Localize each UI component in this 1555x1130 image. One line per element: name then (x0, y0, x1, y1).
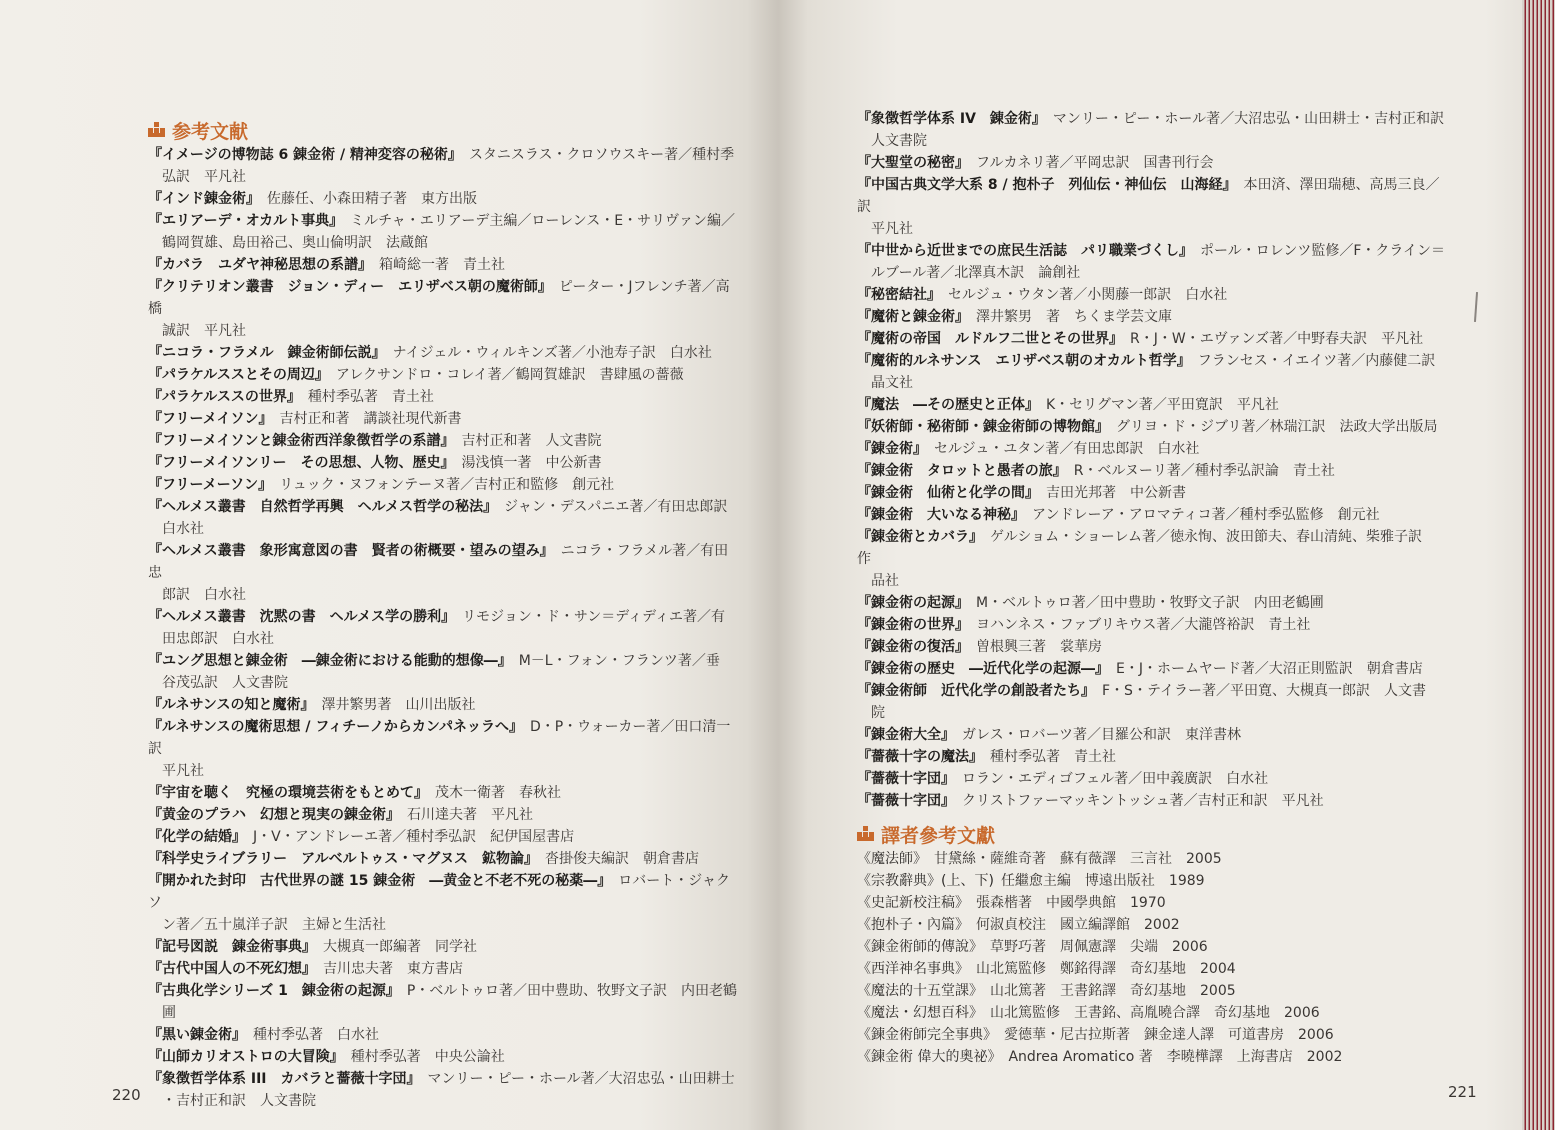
reference-title: 『クリテリオン叢書 ジョン・ディー エリザベス朝の魔術師』 (148, 279, 552, 295)
reference-detail: D・P・ウォーカー著／田口清一訳 (148, 719, 731, 757)
reference-entry (857, 768, 1447, 790)
translator-references-section (857, 820, 1447, 1068)
reference-title: 『化学の結婚』 (148, 829, 246, 845)
reference-entry (148, 188, 738, 210)
reference-entry (148, 782, 738, 804)
reference-title: 『中世から近世までの庶民生活誌 パリ職業づくし』 (857, 243, 1193, 259)
reference-detail: ジャン・デスパニエ著／有田忠郎訳 (504, 499, 728, 515)
reference-detail: 大槻真一郎編著 同学社 (323, 939, 477, 955)
reference-title: 『魔法 ―その歴史と正体』 (857, 397, 1039, 413)
reference-entry (857, 680, 1447, 724)
reference-title: 『中国古典文学大系 8 / 抱朴子 列仙伝・神仙伝 山海経』 (857, 177, 1237, 193)
reference-title: 『錬金術 仙術と化学の間』 (857, 485, 1039, 501)
reference-entry (857, 504, 1447, 526)
reference-detail: 種村季弘著 白水社 (253, 1027, 379, 1043)
reference-entry (857, 790, 1447, 812)
reference-detail: ミルチャ・エリアーデ主編／ローレンス・E・サリヴァン編／ (350, 213, 735, 229)
reference-detail: 吉田光邦著 中公新書 (1046, 485, 1186, 501)
reference-title: 『フリーメイソン』 (148, 411, 273, 427)
reference-detail: ナイジェル・ウィルキンズ著／小池寿子訳 白水社 (392, 345, 712, 361)
reference-detail: 山北篤著 王書銘譯 奇幻基地 2005 (990, 983, 1236, 999)
reference-title: 『ヘルメス叢書 沈黙の書 ヘルメス学の勝利』 (148, 609, 456, 625)
reference-continuation: 鶴岡賀雄、島田裕己、奥山倫明訳 法蔵館 (162, 235, 428, 251)
reference-continuation: 弘訳 平凡社 (162, 169, 246, 185)
reference-detail: セルジュ・ユタン著／有田忠郎訳 白水社 (934, 441, 1200, 457)
reference-title: 『開かれた封印 古代世界の謎 15 錬金術 ―黄金と不老不死の秘薬―』 (148, 873, 612, 889)
reference-detail: 箱崎総一著 青土社 (379, 257, 505, 273)
reference-continuation: 品社 (871, 573, 899, 589)
reference-entry (857, 482, 1447, 504)
reference-title: 『錬金術 大いなる神秘』 (857, 507, 1025, 523)
stepped-squares-icon (857, 826, 875, 842)
reference-title: 『錬金術』 (857, 441, 927, 457)
reference-title: 『薔薇十字の魔法』 (857, 749, 983, 765)
reference-entry (857, 936, 1447, 958)
reference-title: 『インド錬金術』 (148, 191, 260, 207)
reference-entry (148, 958, 738, 980)
reference-detail: 沓掛俊夫編訳 朝倉書店 (544, 851, 699, 867)
reference-title: 『錬金術の世界』 (857, 617, 969, 633)
reference-entry (857, 526, 1447, 592)
page-number-left: 220 (112, 1086, 141, 1104)
reference-title: 『大聖堂の秘密』 (857, 155, 969, 171)
reference-entry (148, 804, 738, 826)
reference-detail: M－L・フォン・フランツ著／垂 (518, 653, 720, 669)
reference-detail: 澤井繁男 著 ちくま学芸文庫 (976, 309, 1172, 325)
reference-continuation: 圃 (162, 1005, 176, 1021)
reference-detail: 山北篤監修 鄭銘得譯 奇幻基地 2004 (976, 961, 1236, 977)
reference-detail: 山北篤監修 王書銘、高胤曉合譯 奇幻基地 2006 (990, 1005, 1320, 1021)
reference-title: 『錬金術師 近代化学の創設者たち』 (857, 683, 1095, 699)
reference-entry (857, 848, 1447, 870)
reference-entry (148, 826, 738, 848)
reference-detail: 吉村正和著 講談社現代新書 (279, 411, 462, 427)
reference-detail: R・ベルヌーリ著／種村季弘訳論 青土社 (1073, 463, 1335, 479)
reference-entry (857, 416, 1447, 438)
reference-title: 《抱朴子・內篇》 (857, 917, 969, 933)
reference-detail: 石川達夫著 平凡社 (407, 807, 533, 823)
reference-title: 『エリアーデ・オカルト事典』 (148, 213, 344, 229)
reference-title: 『魔術と錬金術』 (857, 309, 969, 325)
reference-title: 『薔薇十字団』 (857, 771, 955, 787)
reference-continuation: 晶文社 (871, 375, 913, 391)
reference-title: 『科学史ライブラリー アルベルトゥス・マグヌス 鉱物論』 (148, 851, 538, 867)
reference-detail: マンリー・ピー・ホール著／大沼忠弘・山田耕士・吉村正和訳 (1052, 111, 1445, 127)
reference-title: 『ルネサンスの魔術思想 / フィチーノからカンパネッラへ』 (148, 719, 523, 735)
reference-entry (857, 980, 1447, 1002)
reference-detail: 本田済、澤田瑞穂、高馬三良／訳 (857, 177, 1440, 215)
reference-entry (148, 408, 738, 430)
reference-entry (857, 1024, 1447, 1046)
reference-title: 『黒い錬金術』 (148, 1027, 246, 1043)
reference-title: 『イメージの博物誌 6 錬金術 / 精神変容の秘術』 (148, 147, 462, 163)
reference-continuation: ン著／五十嵐洋子訳 主婦と生活社 (162, 917, 386, 933)
reference-detail: ニコラ・フラメル著／有田忠 (148, 543, 729, 581)
reference-detail: 澤井繁男著 山川出版社 (321, 697, 476, 713)
reference-entry (148, 1046, 738, 1068)
reference-detail: 佐藤任、小森田精子著 東方出版 (267, 191, 477, 207)
reference-detail: 種村季弘著 青土社 (990, 749, 1116, 765)
reference-continuation: 郎訳 白水社 (162, 587, 246, 603)
reference-entry (857, 592, 1447, 614)
reference-entry (857, 1046, 1447, 1068)
reference-entry (148, 386, 738, 408)
reference-continuation: 白水社 (162, 521, 204, 537)
reference-detail: 茂木一衛著 春秋社 (435, 785, 561, 801)
reference-title: 『錬金術とカバラ』 (857, 529, 983, 545)
reference-entry (148, 540, 738, 606)
reference-title: 『ヘルメス叢書 象形寓意図の書 賢者の術概要・望みの望み』 (148, 543, 554, 559)
reference-title: 『ニコラ・フラメル 錬金術師伝説』 (148, 345, 386, 361)
reference-detail: M・ベルトゥロ著／田中豊助・牧野文子訳 内田老鶴圃 (976, 595, 1324, 611)
reference-title: 『古代中国人の不死幻想』 (148, 961, 316, 977)
reference-detail: ポール・ロレンツ監修／F・クライン＝ (1200, 243, 1446, 259)
reference-title: 《魔法的十五堂課》 (857, 983, 983, 999)
reference-entry (857, 636, 1447, 658)
reference-detail: スタニスラス・クロソウスキー著／種村季 (468, 147, 735, 163)
reference-entry (857, 350, 1447, 394)
reference-entry (148, 276, 738, 342)
reference-entry (148, 144, 738, 188)
reference-detail: クリストファーマッキントッシュ著／吉村正和訳 平凡社 (962, 793, 1324, 809)
reference-entry (148, 694, 738, 716)
reference-entry (857, 240, 1447, 284)
reference-entry (857, 958, 1447, 980)
reference-continuation: 谷茂弘訳 人文書院 (162, 675, 288, 691)
reference-title: 『錬金術の起源』 (857, 595, 969, 611)
translator-reference-list (857, 848, 1447, 1068)
reference-entry (857, 108, 1447, 152)
reference-entry (857, 152, 1447, 174)
stepped-squares-icon (148, 122, 166, 138)
reference-detail: ロラン・エディゴフェル著／田中義廣訳 白水社 (962, 771, 1269, 787)
reference-detail: E・J・ホームヤード著／大沼正則監訳 朝倉書店 (1116, 661, 1423, 677)
page-number-right: 221 (1448, 1083, 1477, 1101)
reference-detail: アレクサンドロ・コレイ著／鶴岡賀雄訳 書肆風の薔薇 (335, 367, 684, 383)
reference-list-right (857, 108, 1447, 812)
reference-entry (857, 746, 1447, 768)
reference-detail: 吉村正和著 人文書院 (461, 433, 602, 449)
reference-entry (148, 936, 738, 958)
reference-detail: グリヨ・ド・ジブリ著／林瑞江訳 法政大学出版局 (1116, 419, 1438, 435)
reference-title: 『フリーメイソンと錬金術西洋象徴哲学の系譜』 (148, 433, 455, 449)
reference-title: 『ルネサンスの知と魔術』 (148, 697, 315, 713)
reference-title: 《宗教辭典》(上、下) (857, 873, 994, 889)
reference-title: 《魔法・幻想百科》 (857, 1005, 983, 1021)
reference-title: 『ユング思想と錬金術 ―錬金術における能動的想像―』 (148, 653, 512, 669)
reference-title: 『薔薇十字団』 (857, 793, 955, 809)
reference-detail: Andrea Aromatico 著 李曉樺譯 上海書店 2002 (1008, 1049, 1343, 1065)
reference-detail: リュック・ヌフォンテーヌ著／吉村正和監修 創元社 (279, 477, 615, 493)
reference-entry (148, 870, 738, 936)
reference-continuation: 誠訳 平凡社 (162, 323, 246, 339)
reference-entry (857, 658, 1447, 680)
reference-continuation: ・吉村正和訳 人文書院 (162, 1093, 316, 1109)
reference-entry (857, 284, 1447, 306)
reference-title: 『錬金術大全』 (857, 727, 955, 743)
reference-detail: F・S・テイラー著／平田寛、大槻真一郎訳 人文書 (1102, 683, 1426, 699)
reference-detail: 曽根興三著 裳華房 (976, 639, 1102, 655)
reference-title: 『フリーメイソンリー その思想、人物、歴史』 (148, 455, 455, 471)
reference-detail: 湯浅慎一著 中公新書 (461, 455, 602, 471)
reference-detail: アンドレーア・アロマティコ著／種村季弘監修 創元社 (1032, 507, 1380, 523)
reference-detail: フランセス・イエイツ著／内藤健二訳 (1197, 353, 1436, 369)
reference-title: 『妖術師・秘術師・錬金術師の博物館』 (857, 419, 1109, 435)
reference-detail: 吉川忠夫著 東方書店 (323, 961, 463, 977)
reference-detail: 甘黛絲・薩維奇著 蘇有薇譯 三言社 2005 (934, 851, 1222, 867)
reference-detail: ガレス・ロバーツ著／目羅公和訳 東洋書林 (962, 727, 1242, 743)
page-edges (1522, 0, 1555, 1130)
reference-title: 『象徴哲学体系 III カバラと薔薇十字団』 (148, 1071, 421, 1087)
reference-title: 《鍊金術 偉大的奧祕》 (857, 1049, 1002, 1065)
reference-entry (148, 254, 738, 276)
reference-entry (148, 430, 738, 452)
reference-entry (857, 306, 1447, 328)
reference-entry (148, 364, 738, 386)
reference-detail: K・セリグマン著／平田寛訳 平凡社 (1046, 397, 1279, 413)
reference-detail: リモジョン・ド・サン＝ディディエ著／有 (462, 609, 725, 625)
reference-entry (148, 474, 738, 496)
reference-continuation: 田忠郎訳 白水社 (162, 631, 274, 647)
reference-detail: フルカネリ著／平岡忠訳 国書刊行会 (976, 155, 1214, 171)
reference-title: 『記号図説 錬金術事典』 (148, 939, 316, 955)
reference-entry (148, 848, 738, 870)
right-column (857, 108, 1447, 1068)
reference-entry (857, 174, 1447, 240)
reference-title: 《西洋神名事典》 (857, 961, 969, 977)
reference-entry (857, 438, 1447, 460)
reference-title: 『錬金術の復活』 (857, 639, 969, 655)
translator-references-heading (857, 820, 1447, 848)
reference-entry (857, 724, 1447, 746)
reference-title: 『フリーメーソン』 (148, 477, 273, 493)
reference-entry (148, 980, 738, 1024)
reference-title: 『錬金術 タロットと愚者の旅』 (857, 463, 1067, 479)
reference-title: 《鍊金術師的傳說》 (857, 939, 983, 955)
reference-entry (148, 716, 738, 782)
reference-entry (857, 460, 1447, 482)
reference-list-left (148, 144, 738, 1112)
reference-entry (857, 914, 1447, 936)
reference-entry (148, 210, 738, 254)
reference-detail: ピーター・Jフレンチ著／高橋 (148, 279, 730, 317)
reference-title: 『古典化学シリーズ 1 錬金術の起源』 (148, 983, 400, 999)
reference-continuation: 人文書院 (871, 133, 927, 149)
reference-entry (857, 394, 1447, 416)
reference-entry (148, 1068, 738, 1112)
reference-title: 『パラケルススの世界』 (148, 389, 301, 405)
reference-title: 『錬金術の歴史 ―近代化学の起源―』 (857, 661, 1109, 677)
reference-detail: J・V・アンドレーエ著／種村季弘訳 紀伊国屋書店 (253, 829, 575, 845)
reference-title: 《鍊金術師完全事典》 (857, 1027, 997, 1043)
reference-continuation: ルブール著／北澤真木訳 論創社 (871, 265, 1081, 281)
reference-detail: ヨハンネス・ファブリキウス著／大瀧啓裕訳 青土社 (976, 617, 1311, 633)
reference-continuation: 院 (871, 705, 885, 721)
translator-references-heading-text: 譯者參考文獻 (881, 824, 996, 847)
reference-title: 『カバラ ユダヤ神秘思想の系譜』 (148, 257, 372, 273)
reference-detail: マンリー・ピー・ホール著／大沼忠弘・山田耕士 (427, 1071, 735, 1087)
reference-title: 『宇宙を聴く 究極の環境芸術をもとめて』 (148, 785, 428, 801)
reference-entry (148, 650, 738, 694)
reference-detail: 何淑貞校注 國立編譯館 2002 (976, 917, 1180, 933)
reference-entry (148, 606, 738, 650)
reference-detail: 種村季弘著 青土社 (307, 389, 434, 405)
reference-detail: ゲルショム・ショーレム著／徳永恂、波田節夫、春山清純、柴雅子訳 作 (857, 529, 1436, 567)
references-heading (148, 116, 738, 144)
reference-entry (857, 1002, 1447, 1024)
reference-title: 『秘密結社』 (857, 287, 941, 303)
reference-title: 『象徴哲学体系 IV 錬金術』 (857, 111, 1046, 127)
reference-detail: R・J・W・エヴァンズ著／中野春夫訳 平凡社 (1130, 331, 1424, 347)
reference-title: 『パラケルススとその周辺』 (148, 367, 329, 383)
reference-detail: セルジュ・ウタン著／小関藤一郎訳 白水社 (948, 287, 1228, 303)
reference-entry (857, 892, 1447, 914)
reference-detail: 種村季弘著 中央公論社 (350, 1049, 505, 1065)
reference-detail: ロバート・ジャクソ (148, 873, 730, 911)
left-column (148, 116, 738, 1112)
reference-entry (857, 870, 1447, 892)
reference-title: 『魔術的ルネサンス エリザベス朝のオカルト哲学』 (857, 353, 1191, 369)
reference-entry (148, 1024, 738, 1046)
reference-entry (148, 342, 738, 364)
reference-title: 『ヘルメス叢書 自然哲学再興 ヘルメス哲学の秘法』 (148, 499, 498, 515)
reference-entry (148, 496, 738, 540)
reference-title: 《魔法師》 (857, 851, 927, 867)
reference-detail: 草野巧著 周佩憲譯 尖端 2006 (990, 939, 1208, 955)
reference-title: 《史記新校注稿》 (857, 895, 969, 911)
reference-continuation: 平凡社 (162, 763, 204, 779)
reference-entry (857, 614, 1447, 636)
reference-title: 『黄金のプラハ 幻想と現実の錬金術』 (148, 807, 400, 823)
reference-title: 『山師カリオストロの大冒険』 (148, 1049, 344, 1065)
reference-entry (857, 328, 1447, 350)
reference-detail: 張森楷著 中國學典館 1970 (976, 895, 1166, 911)
references-heading-text: 参考文献 (172, 120, 249, 143)
reference-detail: P・ベルトゥロ著／田中豊助、牧野文子訳 内田老鶴 (406, 983, 738, 999)
reference-continuation: 平凡社 (871, 221, 913, 237)
reference-title: 『魔術の帝国 ルドルフ二世とその世界』 (857, 331, 1123, 347)
reference-detail: 愛德華・尼古拉斯著 鍊金達人譯 可道書房 2006 (1004, 1027, 1334, 1043)
reference-entry (148, 452, 738, 474)
reference-detail: 任繼愈主編 博遠出版社 1989 (1000, 873, 1205, 889)
